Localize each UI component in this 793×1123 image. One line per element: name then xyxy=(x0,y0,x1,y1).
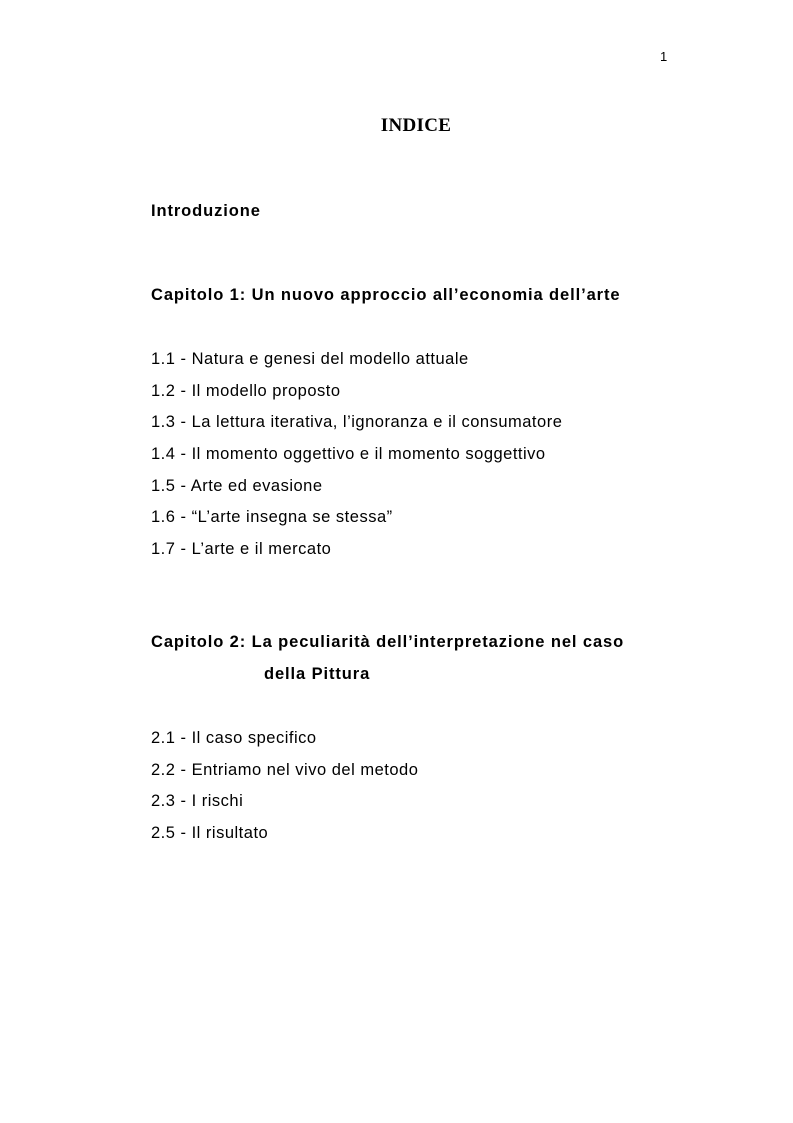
chapter-1-section-list xyxy=(151,349,562,571)
toc-section-item: 1.6 - “L’arte insegna se stessa” xyxy=(151,508,393,527)
toc-section-item: 1.2 - Il modello proposto xyxy=(151,381,341,400)
toc-section-item: 2.5 - Il risultato xyxy=(151,824,269,843)
toc-section-item: 2.2 - Entriamo nel vivo del metodo xyxy=(151,760,419,779)
toc-section-item: 2.3 - I rischi xyxy=(151,792,244,811)
chapter-2-section-list xyxy=(151,728,418,855)
toc-section-item: 1.3 - La lettura iterativa, l’ignoranza e il consumatore xyxy=(151,413,563,432)
chapter-2-heading: Capitolo 2: La peculiarità dell’interpretazione nel caso xyxy=(151,633,625,651)
page-number: 1 xyxy=(660,49,668,64)
chapter-2-heading-continuation: della Pittura xyxy=(264,665,371,683)
chapter-1-heading: Capitolo 1: Un nuovo approccio all’economia dell’arte xyxy=(151,286,621,304)
toc-section-item: 1.7 - L’arte e il mercato xyxy=(151,540,332,559)
page-title: INDICE xyxy=(380,115,452,136)
toc-entry-introduction: Introduzione xyxy=(151,202,261,220)
toc-section-item: 1.1 - Natura e genesi del modello attuale xyxy=(151,350,469,368)
toc-section-item: 1.5 - Arte ed evasione xyxy=(151,476,323,495)
toc-section-item: 1.4 - Il momento oggettivo e il momento soggettivo xyxy=(151,445,546,464)
toc-section-item: 2.1 - Il caso specifico xyxy=(151,729,317,747)
